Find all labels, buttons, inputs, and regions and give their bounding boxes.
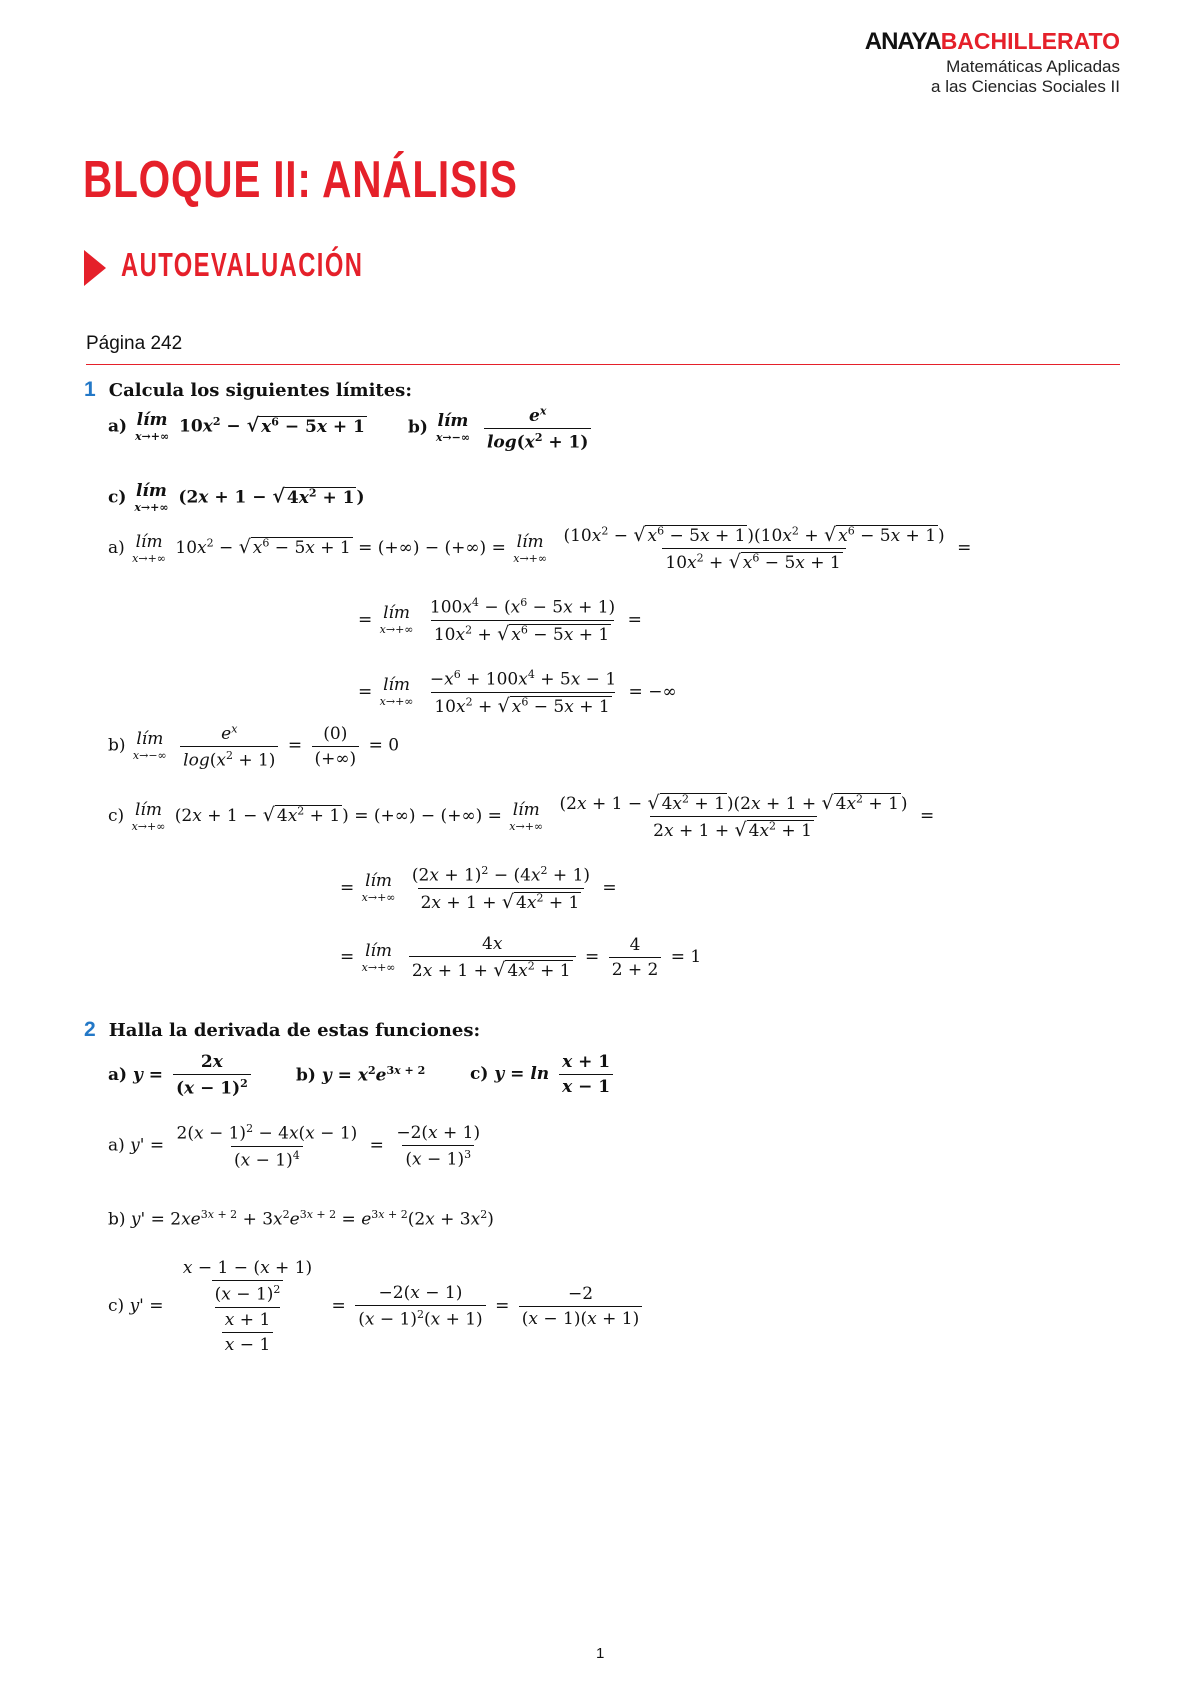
exercise-2-header <box>84 1018 480 1042</box>
exercise-2-item-c: c) y = ln $\frac{x + 1}{x - 1}$ <box>470 1052 617 1097</box>
solution-2b: b) $y' = 2xe^{3x + 2} + 3x^2e^{3x + 2} = e^{3x + 2}(2x + 3x^2)$ <box>108 1208 494 1230</box>
brand-anaya: ANAYA <box>864 28 941 55</box>
exercise-statement: Halla la derivada de estas funciones: <box>108 1020 481 1041</box>
solution-1c-line-3: = lím x→+∞ $\frac{4x}{2x + 1 + √ 4x^2 + 1}$ = $\frac{4}{2 + 2}$ = 1 <box>340 934 702 981</box>
solution-1c-line-2: = lím x→+∞ $\frac{(2x + 1)^2 - (4x^2 + 1)}{2x + 1 + √ 4x^2 + 1}$ = <box>340 864 617 913</box>
publisher-brand <box>865 28 1120 98</box>
solution-1a-line-1: a) lím x→+∞ $10x^2$ − √ $x^6 - 5x + 1$ = (+∞) − (+∞) = lím x→+∞ $\frac{(10x^2 - √ x^6 - 5x + 1 )(10x^2 + √ x^6 - 5x + 1 )}{10x^2 + √ x^6 - 5x + 1}$ = <box>108 524 972 573</box>
exercise-number: 2 <box>84 1018 96 1041</box>
header-divider <box>86 364 1120 365</box>
exercise-1-item-b: b) lím x→−∞ $\frac{e^x}{\log(x^2 + 1)}$ <box>408 404 595 452</box>
solution-1b: b) lím x→−∞ $\frac{e^x}{\log(x^2 + 1)}$ = $\frac{(0)}{(+\infty)}$ = 0 <box>108 722 400 771</box>
exercise-1-item-a: a) lím x→+∞ $10x^2$ − √ $x^6 - 5x + 1$ <box>108 410 365 443</box>
subtitle-line-2: a las Ciencias Sociales II <box>931 77 1120 97</box>
brand-bachillerato: BACHILLERATO <box>940 28 1120 54</box>
exercise-2-item-b: b) $y = x^2e^{3x + 2}$ <box>296 1064 426 1086</box>
block-title: BLOQUE II: ANÁLISIS <box>83 151 518 209</box>
solution-1a-line-3: = lím x→+∞ $\frac{-x^6 + 100x^4 + 5x - 1}{10x^2 + √ x^6 - 5x + 1}$ = −∞ <box>358 668 677 717</box>
page-label: Página 242 <box>86 333 183 354</box>
solution-2a: a) y' = $\frac{2(x - 1)^2 - 4x(x - 1)}{(x - 1)^4}$ = $\frac{-2(x + 1)}{(x - 1)^3}$ <box>108 1122 481 1171</box>
page-number: 1 <box>596 1645 605 1662</box>
exercise-number: 1 <box>84 378 96 401</box>
solution-2c: c) y' = $\frac{\frac{x - 1 - (x + 1)}{(x - 1)^2}}{\frac{x + 1}{x - 1}}$ = $\frac{-2(x - 1)}{(x - 1)^2(x + 1)}$ = $\frac{-2}{(x - 1)(x + 1)}$ <box>108 1258 646 1355</box>
solution-1a-line-2: = lím x→+∞ $\frac{100x^4 - (x^6 - 5x + 1)}{10x^2 + √ x^6 - 5x + 1}$ = <box>358 596 642 645</box>
subtitle-line-1: Matemáticas Aplicadas <box>946 56 1120 76</box>
exercise-2-item-a: a) y = $\frac{2x}{(x - 1)^2}$ <box>108 1052 255 1099</box>
exercise-1-header <box>84 378 412 402</box>
section-title: AUTOEVALUACIÓN <box>121 246 364 283</box>
triangle-marker-icon <box>84 250 106 286</box>
solution-1c-line-1: c) lím x→+∞ (2x + 1 − √ $4x^2 + 1$ ) = (+∞) − (+∞) = lím x→+∞ $\frac{(2x + 1 - √ 4x^2 + 1 )(2x + 1 + √ 4x^2 + 1 )}{2x + 1 + √ 4x^2 + 1}$ = <box>108 792 935 841</box>
exercise-1-item-c: c) lím x→+∞ (2x + 1 − √ $4x^2 + 1$ ) <box>108 481 365 514</box>
exercise-statement: Calcula los siguientes límites: <box>108 380 412 401</box>
